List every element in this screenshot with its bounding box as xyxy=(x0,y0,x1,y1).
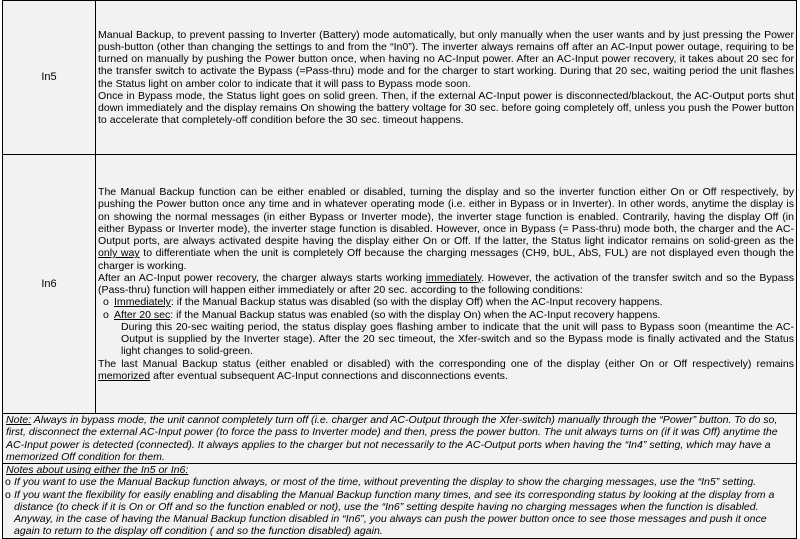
bullet-icon: o xyxy=(103,308,109,321)
emphasis: memorized xyxy=(98,369,151,382)
notes-cell xyxy=(3,464,797,539)
notes-row xyxy=(3,464,797,539)
settings-table xyxy=(2,0,797,539)
note-text: Always in bypass mode, the unit cannot completely turn off (i.e. charger and AC-Output through the Xfer-switch) manually through the “Power” button. To do so, first, disconnect the external AC-Input power (to force the pass to Inverter mode) and then, press the power button. The unit always turns on (if it was Off) anytime the AC-Input power is detected (connected). It always applies to the charger but not necessarily to the AC-Output ports when having the “In4” setting, which may have a memorized Off condition for them. xyxy=(6,414,778,463)
condition-list xyxy=(98,296,794,321)
note-label: Note: xyxy=(6,414,32,426)
note-cell xyxy=(3,414,797,464)
list-item: o If you want the flexibility for easily enabling and disabling the Manual Backup function many times, and see its corresponding status by looking at the display from a distance (to check if it is On or Off and so the function enabled or not), use the “In6” setting despite having no charging messages when the function is disabled. Anyway, in the case of having the Manual Backup function disabled in “In6”, you always can push the power button once to see those messages and push it once again to return to the display off condition ( and so the function disabled) again. xyxy=(5,488,775,538)
list-item: o If you want to use the Manual Backup function always, or most of the time, without preventing the display to show the charging messages, use the “In5” setting. xyxy=(5,476,757,489)
paragraph: The Manual Backup function can be either enabled or disabled, turning the display and so the inverter function either On or Off respectively, by pushing the Power button once any time and in whatever operating mode (i.e. either in Bypass or in Inverter). In other words, anytime the display is on showing the normal messages (in either Bypass or Inverter mode), the inverter stage function is enabled. Contrarily, having the display Off (in either Bypass or Inverter mode), the inverter stage function is disabled. However, once in Bypass (= Pass-thru) mode both, the charger and the AC-Output ports, are always activated despite having the display either On or Off. If the latter, the Status light indicator remains on solid-green as the only way to differentiate when the unit is completely Off because the charging messages (CH9, bUL, AbS, FUL) are not displayed even though the charger is working. xyxy=(98,186,794,272)
emphasis: only way xyxy=(98,247,140,260)
setting-row-in6 xyxy=(3,155,797,414)
bullet-icon: o xyxy=(5,488,11,501)
setting-row-in5 xyxy=(3,1,797,155)
setting-code: In6 xyxy=(3,155,96,414)
setting-description xyxy=(96,1,797,155)
setting-code: In5 xyxy=(3,1,96,155)
setting-description xyxy=(96,155,797,414)
list-item: o After 20 sec: if the Manual Backup status was enabled (so with the display On) when the AC-Input recovery happens. xyxy=(103,308,661,321)
emphasis: immediately xyxy=(425,271,482,284)
bullet-icon: o xyxy=(5,476,11,489)
note-row xyxy=(3,414,797,464)
list-item: o Immediately: if the Manual Backup status was disabled (so with the display Off) when the AC-Input recovery happens. xyxy=(103,296,663,309)
paragraph: Manual Backup, to prevent passing to Inverter (Battery) mode automatically, but only manually when the user wants and by just pressing the Power push-button (other than changing the settings to and from the “In0”). The inverter always remains off after an AC-Input power outage, requiring to be turned on manually by pushing the Power button once, when having no AC-Input power. After an AC-Input power recovery, it takes about 20 sec for the transfer switch to activate the Bypass (=Pass-thru) mode and for the charger to start working. During that 20 sec, waiting period the unit flashes the Status light on amber color to indicate that it will pass to Bypass mode soon. xyxy=(98,28,794,90)
bullet-icon: o xyxy=(103,296,109,309)
paragraph: After an AC-Input power recovery, the charger always starts working immediately. However, the activation of the transfer switch and so the Bypass (Pass-thru) function will happen either immediately or after 20 sec. according to the following conditions: xyxy=(98,271,794,296)
paragraph: During this 20-sec waiting period, the status display goes flashing amber to indicate that the unit will pass to Bypass soon (meantime the AC-Output is supplied by the Inverter stage). After the 20 sec timeout, the Xfer-switch and so the Bypass mode is finally activated and the Status light changes to solid-green. xyxy=(121,320,794,358)
paragraph: The last Manual Backup status (either enabled or disabled) with the corresponding one of the display (either On or Off respectively) remains memorized after eventual subsequent AC-Input connections and disconnections events. xyxy=(98,357,794,382)
notes-heading: Notes about using either the In5 or In6: xyxy=(6,464,189,476)
paragraph: Once in Bypass mode, the Status light goes on solid green. Then, if the external AC-Input power is disconnected/blackout, the AC-Output ports shut down immediately and the display remains On showing the battery voltage for 30 sec. before going completely off, unless you push the Power button to accelerate that completely-off condition before the 30 sec. timeout happens. xyxy=(98,89,794,127)
